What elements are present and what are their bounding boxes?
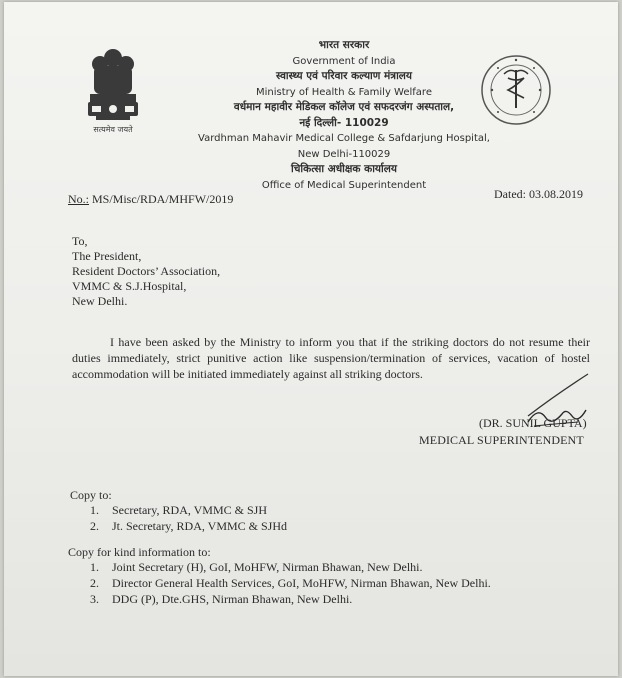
copy-info-heading: Copy for kind information to: <box>68 545 211 559</box>
header-city: New Delhi-110029 <box>297 148 391 160</box>
header-ministry: Ministry of Health & Family Welfare <box>256 86 432 98</box>
header-hindi-hospital: वर्धमान महावीर मेडिकल कॉलेज एवं सफदरजंग अस्पताल, <box>233 101 455 113</box>
address-to: To, <box>72 234 88 248</box>
reference-number <box>68 192 233 207</box>
recipient-address <box>72 234 220 309</box>
list-item: 1. Secretary, RDA, VMMC & SJH <box>90 503 267 517</box>
reference-value: MS/Misc/RDA/MHFW/2019 <box>92 192 234 206</box>
copy-to-heading: Copy to: <box>70 488 112 502</box>
address-line: The President, <box>72 249 142 263</box>
emblem-motto: सत्यमेव जयते <box>93 125 133 134</box>
header-hospital: Vardhman Mahavir Medical College & Safdarjung Hospital, <box>198 133 490 144</box>
header-govt: Government of India <box>292 55 396 67</box>
header-hindi-office: चिकित्सा अधीक्षक कार्यालय <box>291 163 397 175</box>
reference-label: No.: <box>68 192 89 206</box>
address-line: New Delhi. <box>72 294 128 308</box>
list-item: 3. DDG (P), Dte.GHS, Nirman Bhawan, New Delhi. <box>90 592 353 606</box>
list-item: 2. Director General Health Services, GoI, MoHFW, Nirman Bhawan, New Delhi. <box>90 576 491 590</box>
date-line: Dated: 03.08.2019 <box>494 187 583 201</box>
letterhead <box>174 38 514 193</box>
header-hindi-govt: भारत सरकार <box>318 39 370 51</box>
header-hindi-ministry: स्वास्थ्य एवं परिवार कल्याण मंत्रालय <box>275 70 413 82</box>
national-emblem-icon <box>82 44 144 136</box>
hospital-seal-icon <box>480 54 552 126</box>
address-line: Resident Doctors’ Association, <box>72 264 221 278</box>
header-hindi-city: नई दिल्ली- 110029 <box>299 116 389 129</box>
signatory-designation: MEDICAL SUPERINTENDENT <box>419 433 584 447</box>
letter-body-text: I have been asked by the Ministry to inform you that if the striking doctors do not resume their duties immediately, strict punitive action like suspension/termination of services, vacation of hostel accommodation will be initiated immediately against all striking doctors. <box>72 335 590 381</box>
signatory-name: (DR. SUNIL GUPTA) <box>479 416 587 430</box>
list-item: 1. Joint Secretary (H), GoI, MoHFW, Nirman Bhawan, New Delhi. <box>90 560 423 574</box>
copy-info-list <box>90 559 491 607</box>
letter-body <box>72 334 590 382</box>
letter-page <box>4 2 618 676</box>
header-office: Office of Medical Superintendent <box>261 179 427 191</box>
list-item: 2. Jt. Secretary, RDA, VMMC & SJHd <box>90 519 288 533</box>
address-line: VMMC & S.J.Hospital, <box>72 279 187 293</box>
copy-to-list <box>90 502 287 534</box>
